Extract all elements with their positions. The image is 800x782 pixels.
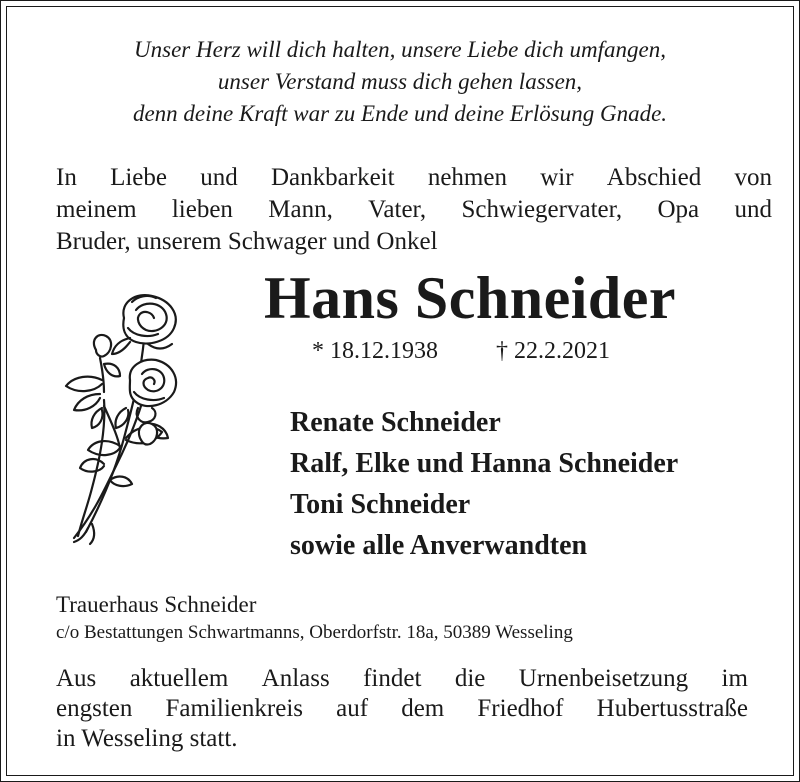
notice-line-1 bbox=[56, 664, 748, 694]
intro-line-3: Bruder, unserem Schwager und Onkel bbox=[56, 228, 438, 255]
word: Urnenbeisetzung bbox=[518, 665, 689, 692]
word: die bbox=[454, 665, 486, 692]
word: In bbox=[56, 164, 77, 191]
word: Schwiegervater, bbox=[461, 196, 623, 223]
word: Anlass bbox=[261, 665, 330, 692]
word: im bbox=[721, 665, 748, 692]
word: Aus bbox=[56, 665, 97, 692]
poem-line: denn deine Kraft war zu Ende und deine Erlösung Gnade. bbox=[132, 101, 668, 126]
word: engsten bbox=[56, 695, 133, 722]
word: Liebe bbox=[110, 164, 167, 191]
mourning-house bbox=[56, 590, 772, 646]
notice-line-3: in Wesseling statt. bbox=[56, 725, 238, 752]
word: Familienkreis bbox=[165, 695, 303, 722]
notice-line-2 bbox=[56, 694, 748, 724]
deceased-name: Hans Schneider bbox=[263, 265, 677, 331]
word: und bbox=[734, 196, 772, 223]
word: dem bbox=[401, 695, 445, 722]
mourner: Ralf, Elke und Hanna Schneider bbox=[290, 448, 679, 479]
birth-date: * 18.12.1938 bbox=[312, 338, 438, 364]
word: Vater, bbox=[368, 196, 427, 223]
mourner: sowie alle Anverwandten bbox=[290, 530, 588, 561]
burial-notice bbox=[56, 664, 748, 754]
word: und bbox=[200, 164, 238, 191]
word: Abschied bbox=[606, 164, 702, 191]
word: auf bbox=[336, 695, 369, 722]
rose-icon bbox=[44, 288, 204, 548]
word: Dankbarkeit bbox=[271, 164, 395, 191]
farewell-intro bbox=[56, 162, 772, 258]
mourners-list bbox=[290, 402, 780, 566]
mourner: Renate Schneider bbox=[290, 407, 501, 438]
mourner: Toni Schneider bbox=[290, 489, 471, 520]
word: Hubertusstraße bbox=[596, 695, 748, 722]
word: wir bbox=[540, 164, 574, 191]
intro-line-2 bbox=[56, 194, 772, 226]
word: meinem bbox=[56, 196, 137, 223]
poem-line: Unser Herz will dich halten, unsere Liebe dich umfangen, bbox=[134, 37, 666, 62]
memorial-poem bbox=[20, 34, 780, 130]
mourning-house-address: c/o Bestattungen Schwartmanns, Oberdorfstr. 18a, 50389 Wesseling bbox=[56, 622, 573, 643]
word: Friedhof bbox=[477, 695, 564, 722]
word: Opa bbox=[657, 196, 700, 223]
death-date: † 22.2.2021 bbox=[496, 338, 610, 364]
mourning-house-name: Trauerhaus Schneider bbox=[56, 592, 257, 617]
intro-line-1 bbox=[56, 162, 772, 194]
word: aktuellem bbox=[129, 665, 229, 692]
word: Mann, bbox=[268, 196, 333, 223]
word: findet bbox=[363, 665, 422, 692]
word: von bbox=[734, 164, 772, 191]
word: lieben bbox=[171, 196, 233, 223]
word: nehmen bbox=[427, 164, 507, 191]
poem-line: unser Verstand muss dich gehen lassen, bbox=[217, 69, 583, 94]
